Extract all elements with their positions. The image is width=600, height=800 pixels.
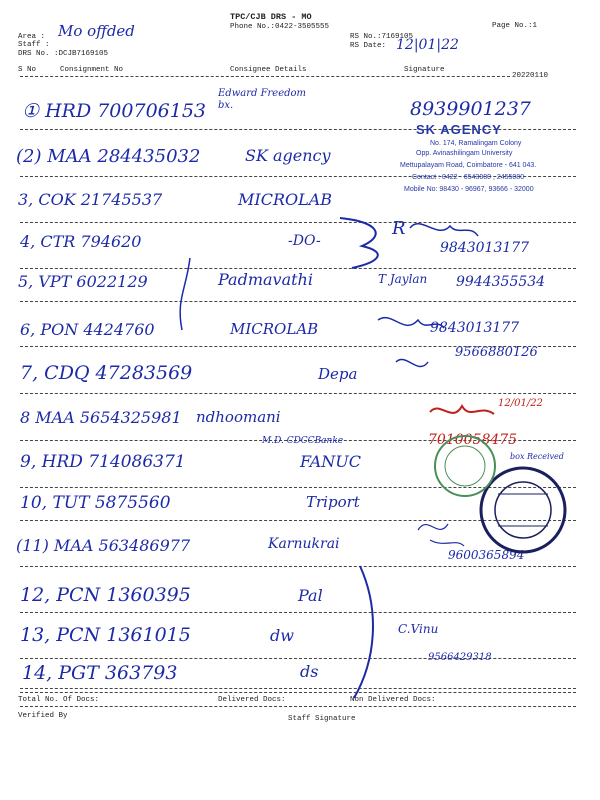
verified-by-label: Verified By xyxy=(18,712,68,720)
agency-stamp-mobile: Mobile No: 98430 - 96967, 93666 - 32000 xyxy=(404,186,534,193)
rs-date-value: 12|01|22 xyxy=(396,37,459,53)
area-value: Mo offded xyxy=(58,22,135,40)
sheet-title: TPC/CJB DRS - MO xyxy=(230,12,312,22)
row-entry: 6, PON 4424760 xyxy=(20,320,155,339)
agency-stamp-addr3: Mettupalayam Road, Coimbatore - 641 043. xyxy=(400,162,537,169)
total-docs-label: Total No. Of Docs: xyxy=(18,696,100,704)
signature-scribble xyxy=(378,318,444,328)
row-detail: -DO- xyxy=(288,233,321,249)
small-round-stamp xyxy=(435,436,495,496)
row-entry: 12, PCN 1360395 xyxy=(20,584,191,606)
row-entry: 5, VPT 6022129 xyxy=(18,272,148,291)
row-entry: 3, COK 21745537 xyxy=(18,190,163,209)
row-detail: FANUC xyxy=(300,452,361,471)
row-phone: 9600365894 xyxy=(448,548,525,562)
signature-scribble xyxy=(396,359,428,366)
row-phone: 9566429318 xyxy=(428,652,492,663)
date-code: 20220110 xyxy=(512,72,549,80)
rs-number: RS No.:7169105 xyxy=(350,33,414,41)
row-entry: 8 MAA 5654325981 xyxy=(20,408,182,427)
agency-stamp-addr2: Opp. Avinashilingam University xyxy=(416,150,513,157)
row-entry: 14, PGT 363793 xyxy=(22,662,178,684)
row-entry: 7, CDQ 47283569 xyxy=(20,362,193,384)
col-signature: Signature xyxy=(404,66,445,74)
row-entry: (2) MAA 284435032 xyxy=(16,146,201,167)
bracket-stroke xyxy=(340,218,378,268)
row-detail: Pal xyxy=(298,586,323,605)
signature-scribble xyxy=(410,224,478,236)
row-detail: ds xyxy=(300,662,319,681)
row-entry: 4, CTR 794620 xyxy=(20,232,142,251)
row-detail: Padmavathi xyxy=(218,270,313,289)
row-detail: ndhoomani xyxy=(196,408,281,426)
box-received-note: box Received xyxy=(510,452,564,461)
row-detail: dw xyxy=(270,626,294,645)
signature-initials: R xyxy=(392,218,406,239)
staff-label: Staff : xyxy=(18,41,50,49)
row-detail: MICROLAB xyxy=(238,190,333,209)
rs-date-label: RS Date: xyxy=(350,42,387,50)
date-note: 12/01/22 xyxy=(498,398,543,409)
footer-rule xyxy=(20,692,576,693)
row-phone: 9944355534 xyxy=(456,274,546,290)
delivered-docs-label: Delivered Docs: xyxy=(218,696,286,704)
drs-number: DRS No. :DCJB7169105 xyxy=(18,50,109,58)
row-detail: Karnukrai xyxy=(268,536,340,552)
page-number: Page No.:1 xyxy=(492,22,538,30)
row-phone: 9843013177 xyxy=(430,320,520,336)
md-note: M.D. CDCCBanke xyxy=(262,436,344,446)
row-phone: 7010058475 xyxy=(428,432,518,448)
bracket-stroke xyxy=(354,566,373,698)
signature-padma: T Jaylan xyxy=(378,272,428,286)
agency-stamp-name: SK AGENCY xyxy=(416,122,502,137)
col-consignee: Consignee Details xyxy=(230,66,307,74)
phone-number: Phone No.:0422-3505555 xyxy=(230,23,330,31)
row-entry: (11) MAA 563486977 xyxy=(16,536,191,555)
pen-stroke xyxy=(180,258,190,330)
signature-scribble xyxy=(418,524,464,546)
agency-stamp-contact: Contact : 0422 - 6543080 , 2455080 xyxy=(412,174,525,181)
row-entry: ① HRD 700706153 xyxy=(22,100,207,122)
row-detail: Triport xyxy=(306,493,360,511)
agency-stamp-addr1: No. 174, Ramalingam Colony xyxy=(430,140,522,147)
row-detail: Edward Freedom bx. xyxy=(218,88,307,111)
non-delivered-docs-label: Non Delivered Docs: xyxy=(350,696,436,704)
row-phone: 8939901237 xyxy=(410,98,531,120)
col-consignment: Consignment No xyxy=(60,66,124,74)
row-entry: 10, TUT 5875560 xyxy=(20,493,171,513)
row-entry: 13, PCN 1361015 xyxy=(20,624,191,646)
row-phone: 9566880126 xyxy=(455,345,538,360)
footer-rule xyxy=(20,706,576,707)
signature-name: C.Vinu xyxy=(398,622,439,636)
row-detail: SK agency xyxy=(245,146,331,165)
staff-signature-label: Staff Signature xyxy=(288,715,356,723)
area-label: Area : xyxy=(18,33,46,41)
red-signature-stroke xyxy=(430,406,494,414)
row-entry: 9, HRD 714086371 xyxy=(20,452,186,472)
row-detail: MICROLAB xyxy=(230,320,319,338)
triport-round-stamp xyxy=(481,468,565,552)
row-phone: 9843013177 xyxy=(440,240,530,256)
row-detail: Depa xyxy=(318,365,358,383)
col-sno: S No xyxy=(18,66,37,74)
